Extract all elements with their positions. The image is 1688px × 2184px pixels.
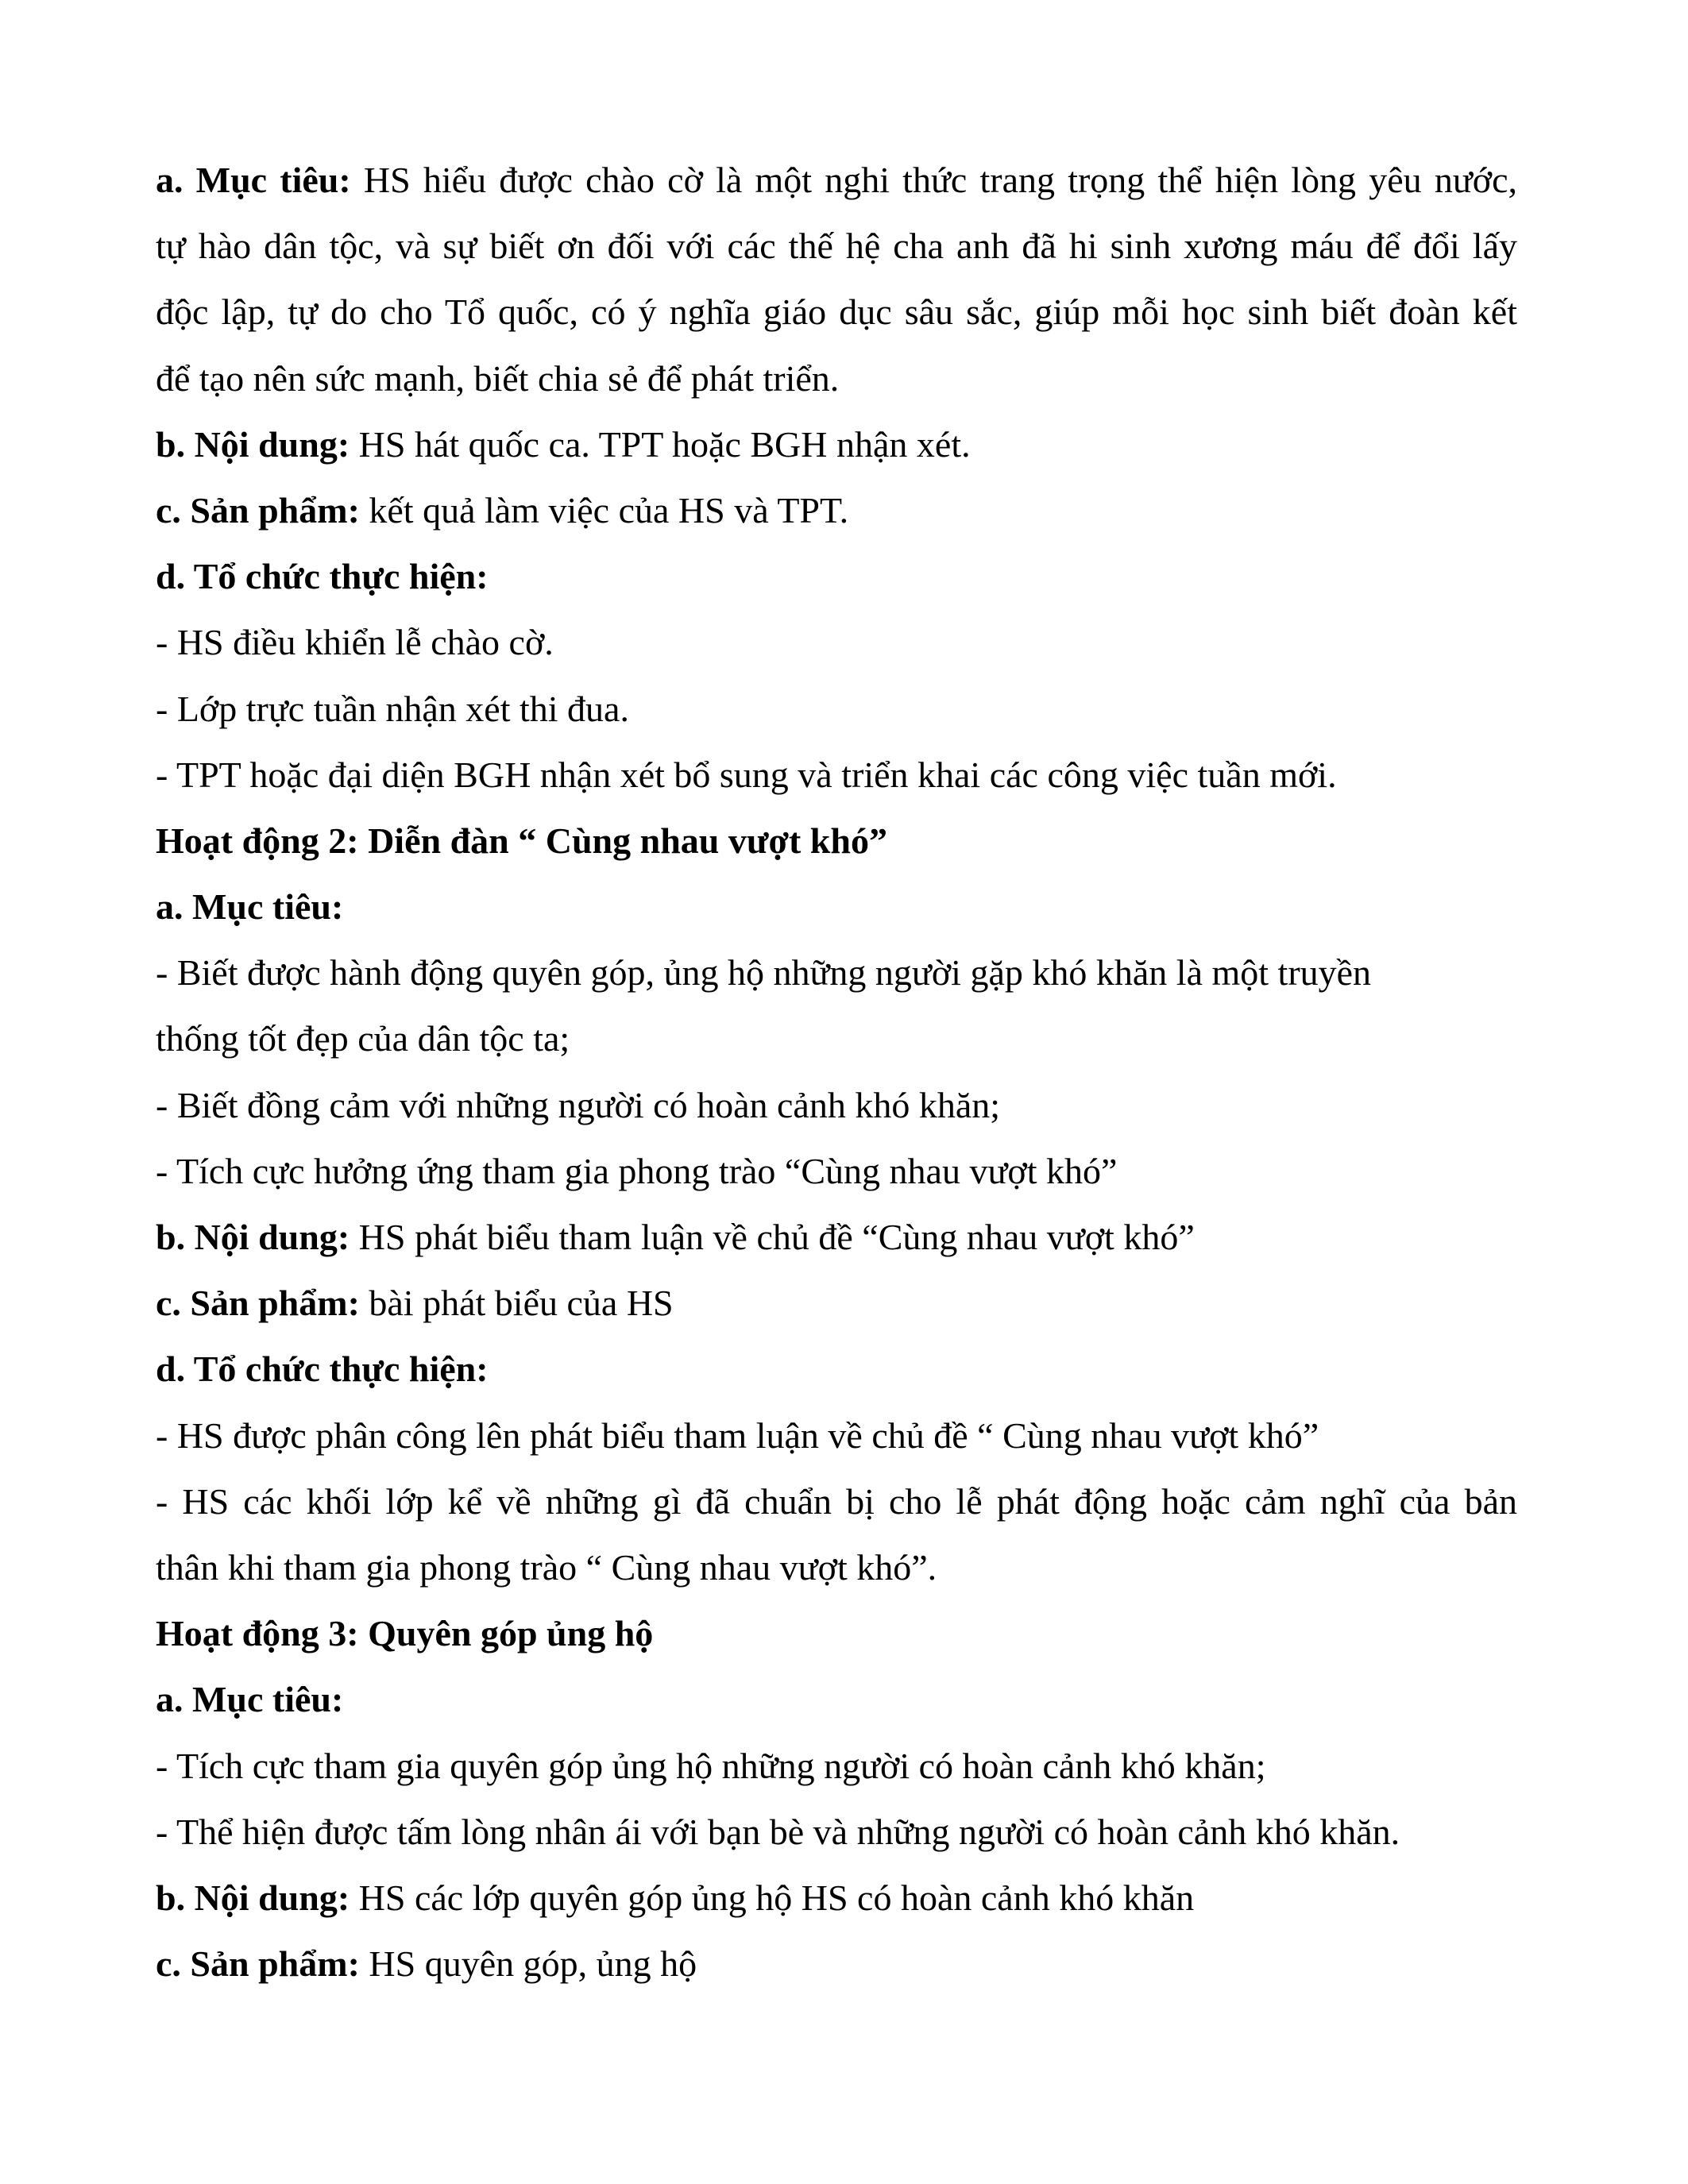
text-line: [156, 477, 1517, 543]
text-line: [156, 1534, 1517, 1600]
line-text: kết quả làm việc của HS và TPT.: [359, 489, 849, 531]
line-text: tự hào dân tộc, và sự biết ơn đối với các thế hệ cha anh đã hi sinh xương máu để đổi lấy: [156, 226, 1517, 267]
line-text: - Biết đồng cảm với những người có hoàn cảnh khó khăn;: [156, 1084, 1001, 1125]
text-line: [156, 1072, 1517, 1138]
bold-label: a. Mục tiêu:: [156, 160, 351, 200]
text-line: [156, 874, 1517, 940]
text-line: [156, 1403, 1517, 1468]
line-text: - Lớp trực tuần nhận xét thi đua.: [156, 688, 629, 729]
line-text: HS các lớp quyên góp ủng hộ HS có hoàn cảnh khó khăn: [350, 1877, 1195, 1918]
line-text: bài phát biểu của HS: [359, 1283, 674, 1324]
text-line: [156, 1733, 1517, 1799]
text-line: [156, 543, 1517, 609]
bold-label: c. Sản phẩm:: [156, 1283, 360, 1324]
text-line: [156, 1865, 1517, 1931]
text-line: [156, 808, 1517, 874]
line-text: HS phát biểu tham luận về chủ đề “Cùng nhau vượt khó”: [350, 1217, 1195, 1257]
text-line: [156, 1138, 1517, 1204]
bold-label: b. Nội dung:: [156, 1217, 350, 1257]
line-text: - Tích cực tham gia quyên góp ủng hộ những người có hoàn cảnh khó khăn;: [156, 1745, 1266, 1786]
bold-label: b. Nội dung:: [156, 423, 350, 465]
text-line: [156, 742, 1517, 808]
text-line: [156, 345, 1517, 411]
line-text: - TPT hoặc đại diện BGH nhận xét bổ sung và triển khai các công việc tuần mới.: [156, 754, 1337, 795]
line-text: thống tốt đẹp của dân tộc ta;: [156, 1018, 570, 1059]
text-line: [156, 213, 1517, 279]
line-text: thân khi tham gia phong trào “ Cùng nhau vượt khó”.: [156, 1546, 937, 1588]
text-line: [156, 1799, 1517, 1865]
text-line: [156, 1005, 1517, 1071]
text-line: [156, 1666, 1517, 1732]
bold-label: a. Mục tiêu:: [156, 1679, 344, 1720]
text-line: [156, 411, 1517, 477]
document-page: [156, 147, 1517, 1997]
line-text: - Biết được hành động quyên góp, ủng hộ những người gặp khó khăn là một truyền: [156, 952, 1372, 994]
line-text: HS hát quốc ca. TPT hoặc BGH nhận xét.: [350, 423, 971, 465]
text-line: [156, 1204, 1517, 1270]
line-text: HS hiểu được chào cờ là một nghi thức trang trọng thể hiện lòng yêu nước,: [350, 160, 1518, 200]
line-text: để tạo nên sức mạnh, biết chia sẻ để phát triển.: [156, 357, 840, 399]
line-text: - Tích cực hưởng ứng tham gia phong trào “Cùng nhau vượt khó”: [156, 1150, 1118, 1191]
text-line: [156, 1270, 1517, 1336]
text-line: [156, 609, 1517, 675]
bold-label: Hoạt động 2: Diễn đàn “ Cùng nhau vượt khó”: [156, 820, 887, 861]
text-line: [156, 1468, 1517, 1534]
bold-label: d. Tổ chức thực hiện:: [156, 556, 489, 597]
text-line: [156, 147, 1517, 213]
bold-label: a. Mục tiêu:: [156, 886, 344, 928]
line-text: - Thể hiện được tấm lòng nhân ái với bạn bè và những người có hoàn cảnh khó khăn.: [156, 1811, 1400, 1852]
bold-label: c. Sản phẩm:: [156, 489, 360, 531]
line-text: - HS được phân công lên phát biểu tham luận về chủ đề “ Cùng nhau vượt khó”: [156, 1414, 1319, 1456]
text-line: [156, 676, 1517, 742]
line-text: HS quyên góp, ủng hộ: [359, 1943, 697, 1985]
bold-label: Hoạt động 3: Quyên góp ủng hộ: [156, 1613, 654, 1654]
line-text: - HS điều khiển lễ chào cờ.: [156, 622, 554, 663]
line-text: độc lập, tự do cho Tổ quốc, có ý nghĩa giáo dục sâu sắc, giúp mỗi học sinh biết đoàn kết: [156, 291, 1517, 333]
bold-label: b. Nội dung:: [156, 1877, 350, 1918]
bold-label: c. Sản phẩm:: [156, 1943, 360, 1985]
line-text: - HS các khối lớp kể về những gì đã chuẩn bị cho lễ phát động hoặc cảm nghĩ của bản: [156, 1480, 1517, 1522]
bold-label: d. Tổ chức thực hiện:: [156, 1349, 489, 1390]
text-line: [156, 1931, 1517, 1997]
text-line: [156, 940, 1517, 1005]
text-line: [156, 1336, 1517, 1402]
text-line: [156, 1600, 1517, 1666]
text-line: [156, 279, 1517, 345]
